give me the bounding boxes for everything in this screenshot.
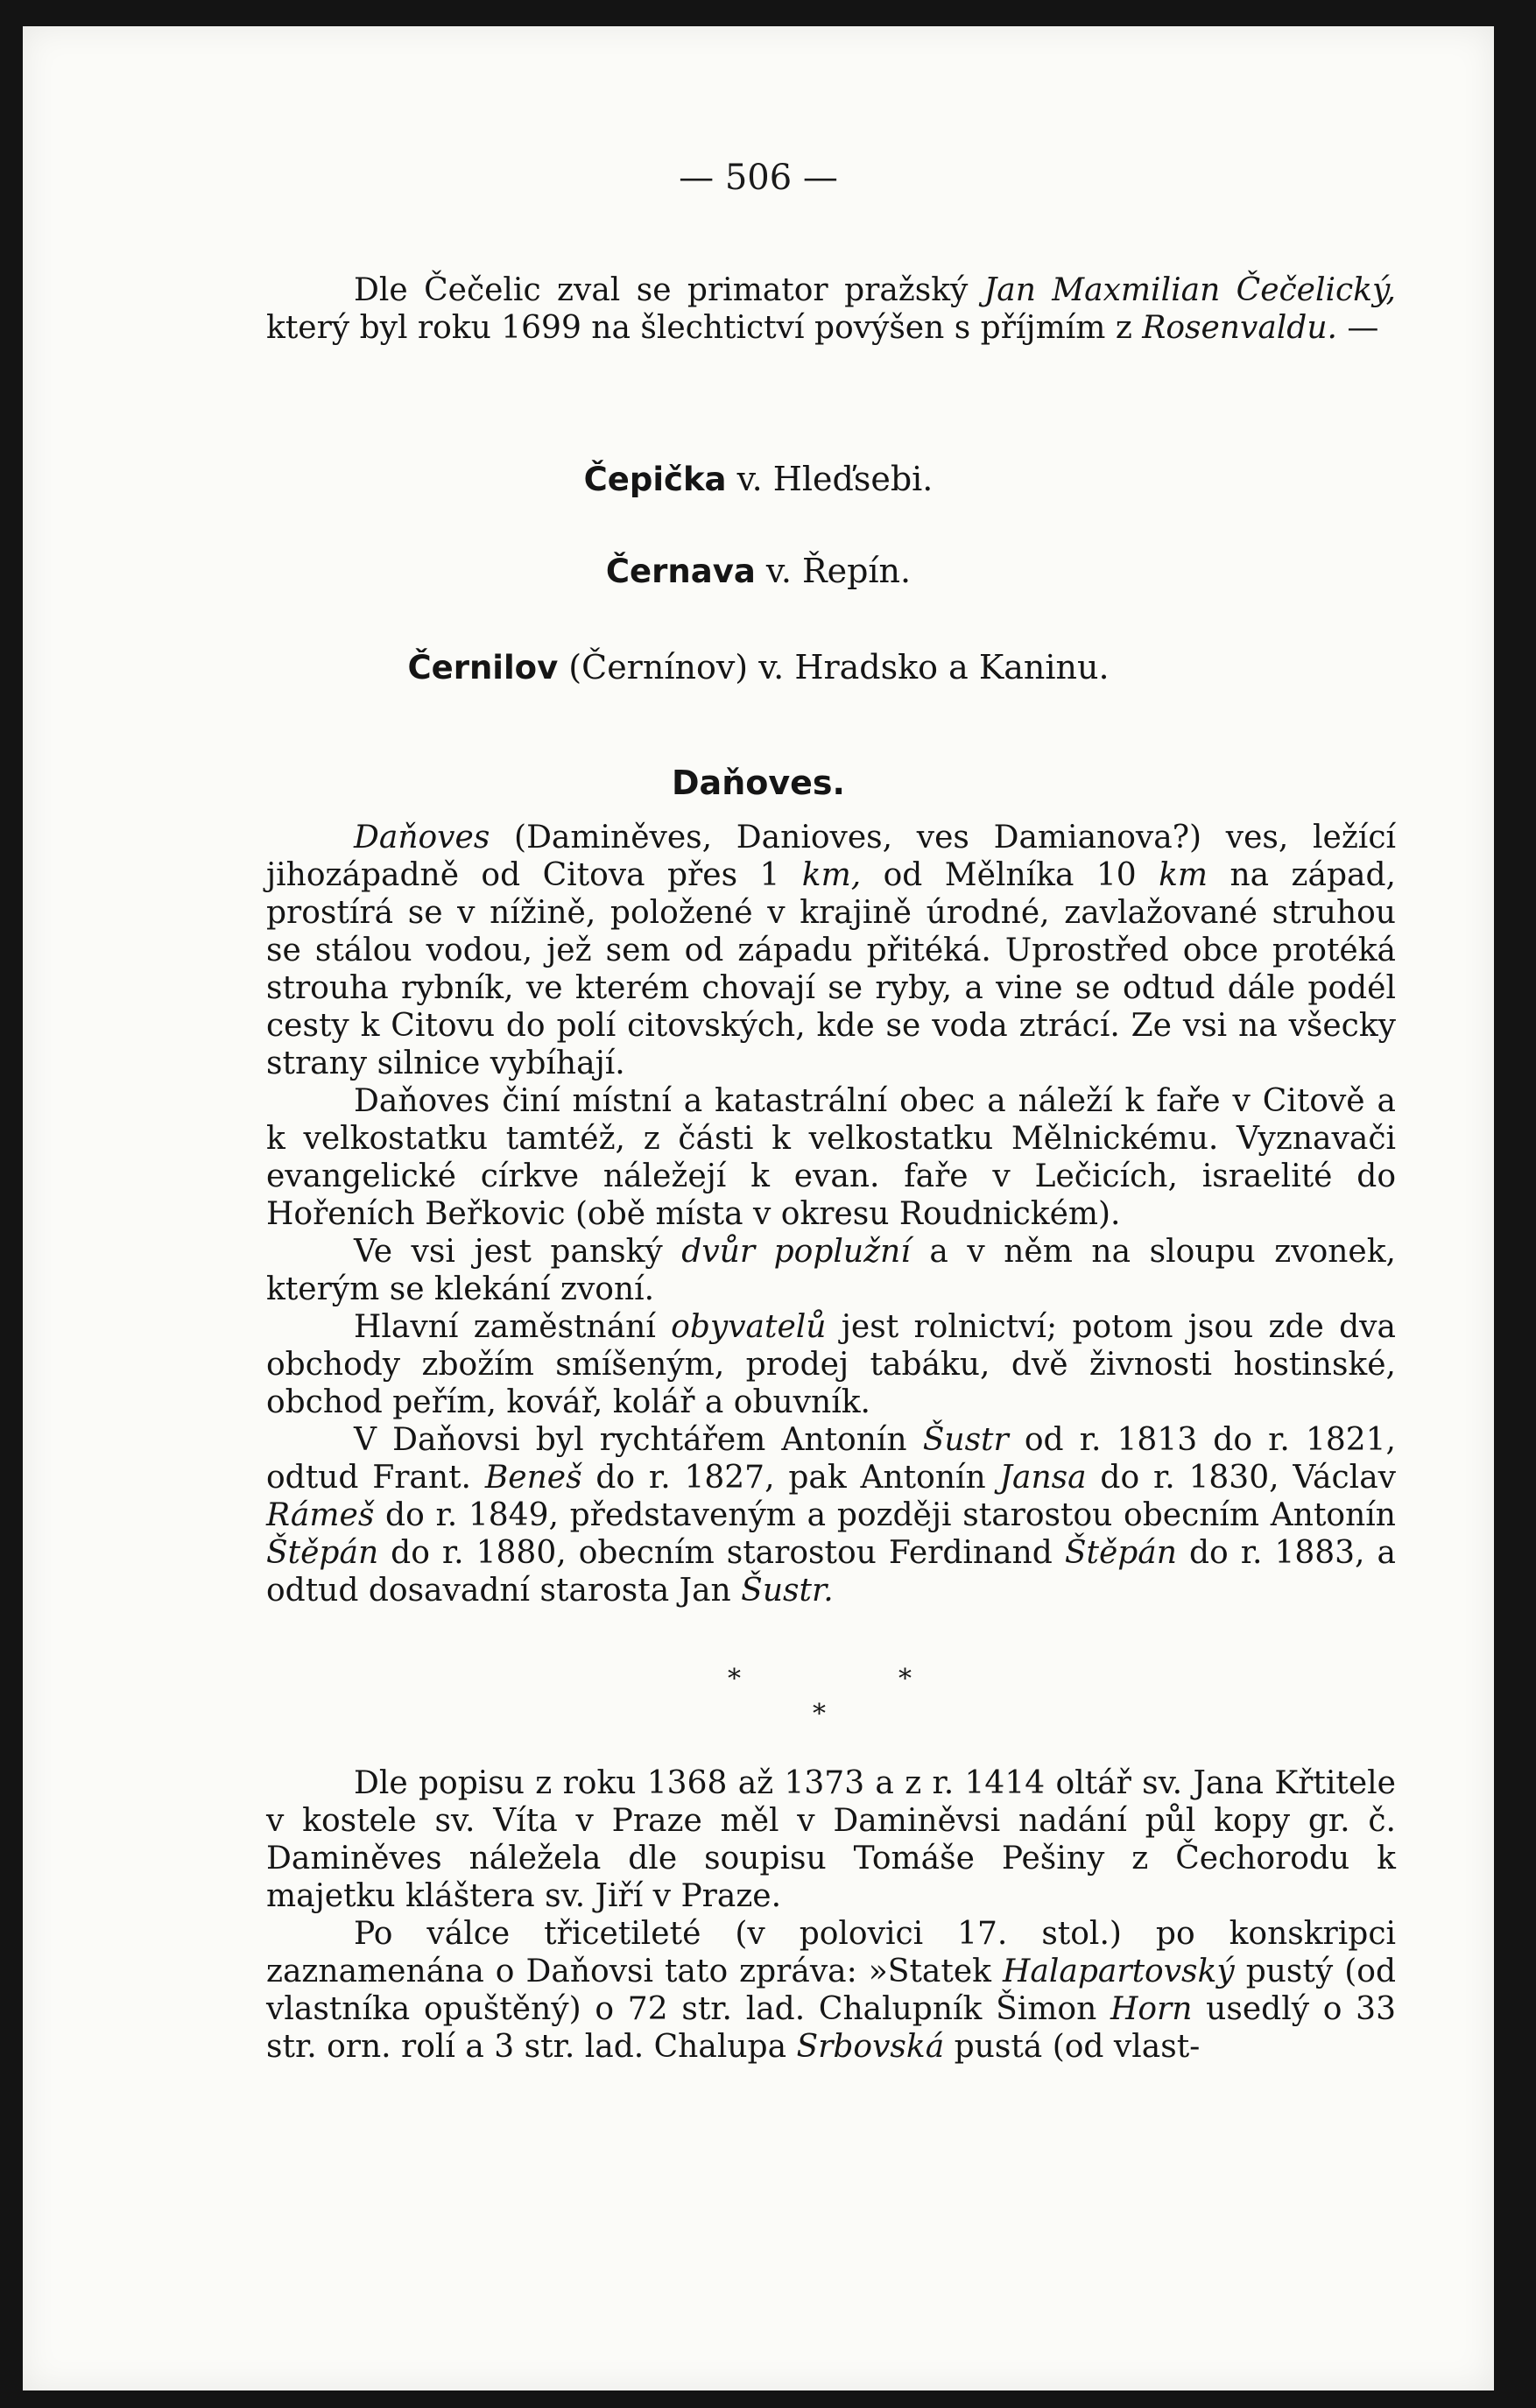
paragraph-conscription bbox=[266, 1915, 1396, 2066]
text-run: do r. 1827, pak Antonín bbox=[581, 1460, 1000, 1496]
cross-ref-name: Černilov bbox=[407, 649, 559, 686]
text-run: do r. 1880, obecním starostou Ferdinand bbox=[378, 1535, 1065, 1571]
paragraph-mayors bbox=[266, 1421, 1396, 1609]
person-name: Beneš bbox=[484, 1460, 582, 1496]
text-run: V Daňovsi byl rychtářem Antonín bbox=[354, 1422, 923, 1458]
cross-ref-cernava bbox=[23, 552, 1494, 590]
estate-name: Halapartovský bbox=[1003, 1954, 1235, 1989]
intro-paragraph bbox=[266, 271, 1396, 347]
section-separator bbox=[23, 1664, 1494, 1734]
cross-ref-name: Černava bbox=[605, 553, 756, 590]
asterisk: * bbox=[898, 1664, 912, 1694]
text-run: do r. 1849, představeným a později starostou obecním Antonín bbox=[374, 1497, 1396, 1533]
text-run: Dle Čečelic zval se primator pražský bbox=[354, 272, 984, 308]
cross-ref-target: v. Řepín. bbox=[755, 552, 912, 590]
text-run: od Mělníka 10 bbox=[861, 857, 1159, 893]
asterisk: * bbox=[813, 1699, 826, 1729]
text-run: — bbox=[1336, 310, 1379, 346]
text-run: (Daminěves, Danioves, ves Damianova?) ves, ležící jihozápadně od Citova přes 1 bbox=[266, 820, 1396, 893]
village-name: Daňoves bbox=[354, 820, 490, 855]
paragraph-farmstead bbox=[266, 1233, 1396, 1308]
main-text-block bbox=[266, 819, 1396, 1609]
unit: km bbox=[1159, 857, 1208, 893]
history-text-block bbox=[266, 1764, 1396, 2066]
text-run: který byl roku 1699 na šlechtictví povýšen s příjmím z bbox=[266, 310, 1143, 346]
cross-ref-cernilov bbox=[23, 648, 1494, 686]
text-run: a v něm na sloupu zvonek, kterým se klekání zvoní. bbox=[266, 1234, 1396, 1307]
person-name: Štěpán bbox=[266, 1535, 379, 1571]
cross-ref-target: (Černínov) v. Hradsko a Kaninu. bbox=[558, 648, 1110, 686]
text-run: jest rolnictví; potom jsou zde dva obchody zbožím smíšeným, prodej tabáku, dvě živnosti hostinské, obchod peřím, kovář, kolář a obuvník. bbox=[266, 1309, 1396, 1420]
paragraph-administration: Daňoves činí místní a katastrální obec a náleží k faře v Citově a k velkostatku tamtéž, z části k velkostatku Mělnickému. Vyznavači evangelické církve náležejí k evan. faře v Lečicích, israelité do Hořeních Beřkovic (obě místa v okresu Roudnickém). bbox=[266, 1083, 1396, 1232]
person-name: Horn bbox=[1110, 1991, 1193, 2027]
text-run: pustý (od vlastníka opuštěný) o 72 str. lad. Chalupník Šimon bbox=[266, 1954, 1396, 2027]
place-name: Rosenvaldu. bbox=[1142, 310, 1337, 346]
person-name: Šustr bbox=[922, 1422, 1009, 1458]
paragraph-location bbox=[266, 819, 1396, 1082]
text-run: Ve vsi jest panský bbox=[354, 1234, 682, 1270]
page-number: — 506 — bbox=[679, 158, 838, 198]
emphasis: dvůr poplužní bbox=[681, 1234, 911, 1270]
text-run: do r. 1883, a odtud dosavadní starosta Jan bbox=[266, 1535, 1396, 1609]
estate-name: Srbovská bbox=[796, 2029, 945, 2065]
text-run: od r. 1813 do r. 1821, odtud Frant. bbox=[266, 1422, 1397, 1496]
text-run: do r. 1830, Václav bbox=[1086, 1460, 1396, 1496]
text-run: usedlý o 33 str. orn. rolí a 3 str. lad. Chalupa bbox=[266, 1991, 1396, 2065]
cross-ref-cepicka bbox=[23, 460, 1494, 498]
person-name: Štěpán bbox=[1064, 1535, 1177, 1571]
person-name: Jan Maxmilian Čečelický, bbox=[983, 272, 1396, 308]
book-page bbox=[23, 26, 1494, 2390]
paragraph-occupations bbox=[266, 1308, 1396, 1421]
person-name: Jansa bbox=[999, 1460, 1087, 1496]
person-name: Rámeš bbox=[266, 1497, 375, 1533]
cross-ref-name: Čepička bbox=[583, 461, 727, 498]
section-title: Daňoves. bbox=[672, 764, 845, 802]
emphasis: obyvatelů bbox=[671, 1309, 827, 1345]
text-run: Po válce třicetileté (v polovici 17. stol.) po konskripci zaznamenána o Daňovsi tato zpráva: »Statek bbox=[266, 1916, 1396, 1989]
cross-ref-target: v. Hleďsebi. bbox=[726, 460, 934, 498]
text-run: na západ, prostírá se v nížině, položené v krajině úrodné, zavlažované struhou se stálou vodou, jež sem od západu přitéká. Uprostřed obce protéká strouha rybník, ve kterém chovají se ryby, a vine se odtud dále podél cesty k Citovu do polí citovských, kde se voda ztrácí. Ze vsi na všecky strany silnice vybíhají. bbox=[266, 857, 1396, 1081]
text-run: Hlavní zaměstnání bbox=[354, 1309, 672, 1345]
unit: km, bbox=[801, 857, 862, 893]
paragraph-history: Dle popisu z roku 1368 až 1373 a z r. 1414 oltář sv. Jana Křtitele v kostele sv. Víta v Praze měl v Daminěvsi nadání půl kopy gr. č. Daminěves náležela dle soupisu Tomáše Pešiny z Čechorodu k majetku kláštera sv. Jiří v Praze. bbox=[266, 1765, 1396, 1914]
intro-paragraph-block bbox=[266, 271, 1396, 347]
asterisk: * bbox=[728, 1664, 741, 1694]
person-name: Šustr. bbox=[741, 1573, 834, 1609]
text-run: pustá (od vlast- bbox=[944, 2029, 1201, 2065]
